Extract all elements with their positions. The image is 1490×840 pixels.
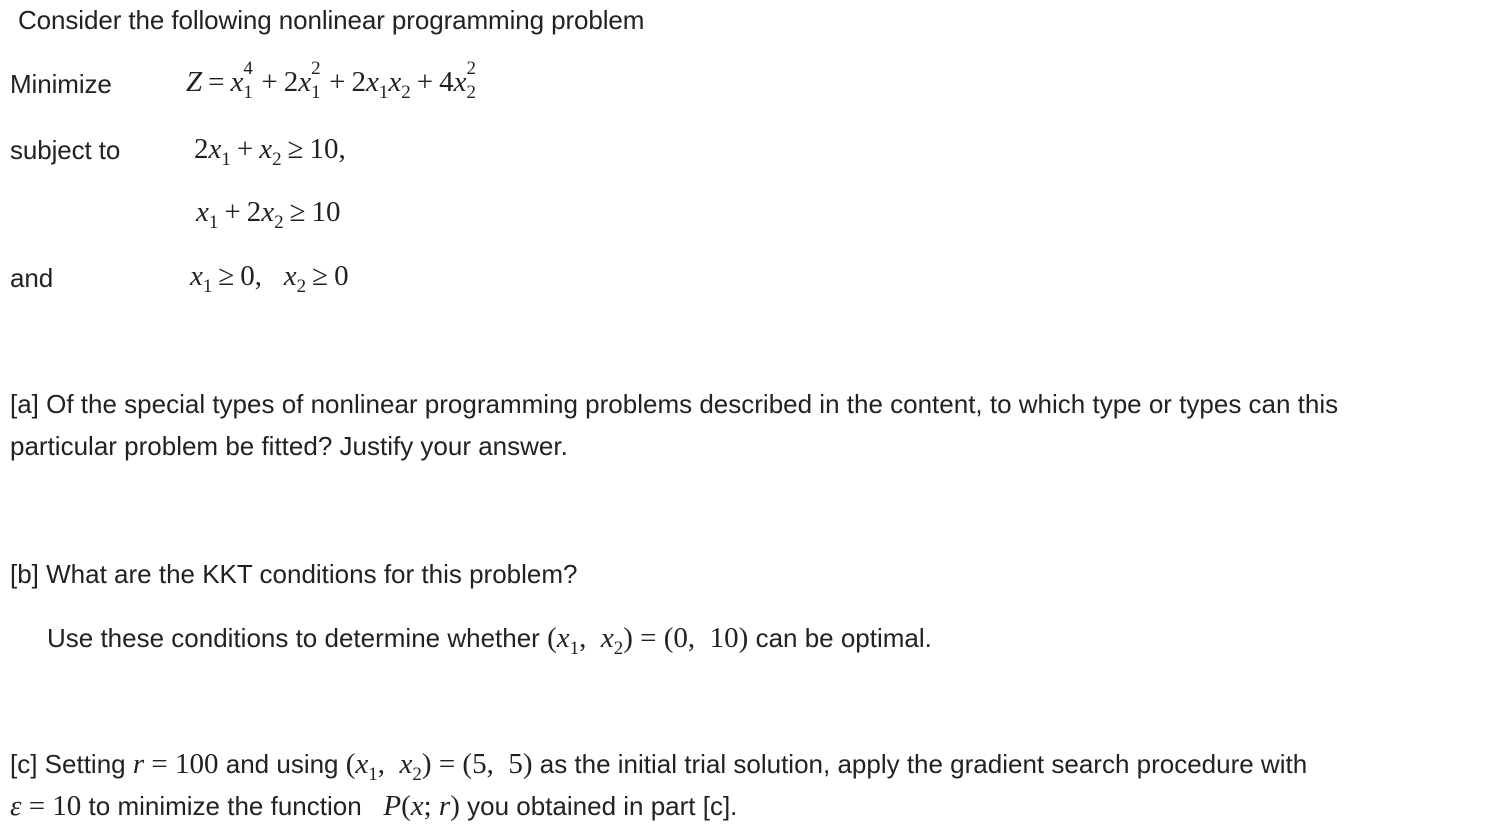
part-c-line-2 [10,785,737,827]
part-a-line-1: [a] Of the special types of nonlinear programming problems described in the content, to which type or types can this [10,389,1339,419]
minimize-label: Minimize [10,69,112,99]
part-b-suffix: can be optimal. [755,623,932,653]
part-c-suffix: as the initial trial solution, apply the gradient search procedure with [539,749,1308,779]
part-c-r-value: r = 100 [132,748,219,780]
part-b-prefix: Use these conditions to determine whether [47,623,540,653]
constraint-1: $2x_1 + x_2 \ge 10$, [194,133,346,170]
part-b-line-1: [b] What are the KKT conditions for this problem? [10,559,578,589]
subject-to-label: subject to [10,135,121,165]
and-label: and [10,263,54,293]
part-c-penalty-function: P(x; r) [383,790,460,822]
part-c-prefix: [c] Setting [10,749,126,779]
part-a-line-2: particular problem be fitted? Justify your answer. [10,431,568,461]
part-c-epsilon: ε = 10 [10,790,82,822]
nonnegativity-constraints: $x_1 \ge 0$, $x_2 \ge 0$ [190,260,349,297]
part-c-mid: and using [225,749,339,779]
part-c-line-1 [10,743,1307,785]
part-c-initial-point: ($x_1$, $x_2) = (5$, 5) [345,748,533,785]
intro-text: Consider the following nonlinear programming problem [18,5,645,35]
part-c-line2-mid: to minimize the function [88,791,362,821]
part-b-point: ($x_1$, $x_2) = (0$, 10) [547,622,749,659]
constraint-2: $x_1 + 2x_2 \ge 10$ [196,196,341,233]
part-b-line-2 [47,617,932,659]
objective-function: Z = x 4 1 + 2x 2 1 + $2x_1x_2 + 4x$ 2 2 [186,58,476,103]
part-c-line2-suffix: you obtained in part [c]. [467,791,738,821]
